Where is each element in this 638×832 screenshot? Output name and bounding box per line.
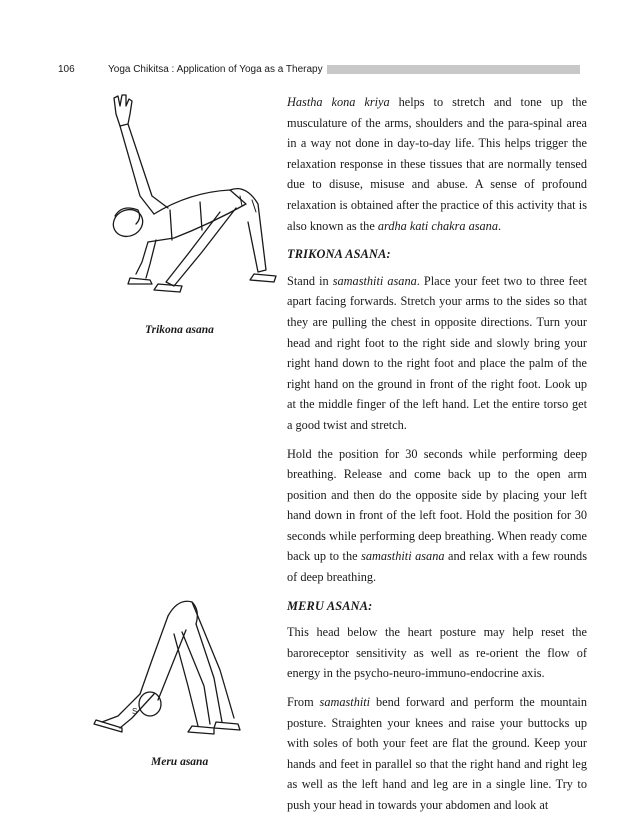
- text-run: Hold the position for 30 seconds while performing deep breathing. Release and come back up to the open arm position and then do the opposite side by placing your left hand down in front of the left foot. Hold the position for 30 seconds while performing deep breathing. When ready come back up to the: [287, 446, 587, 564]
- text-run: . Place your feet two to three feet apart facing forwards. Stretch your arms to the sides so that they are pulling the chest in opposite directions. Turn your head and right foot to the right side and slowly bring your right hand down to the right foot and place the palm of the right hand on the ground in front of the right foot. Look up at the middle finger of the left hand. Let the entire torso get a good twist and stretch.: [287, 273, 587, 432]
- body-text-column: [287, 92, 587, 824]
- term: ardha kati chakra asana: [377, 218, 498, 233]
- paragraph-trikona-2: [287, 444, 587, 588]
- header-rule: [327, 65, 580, 74]
- term: samasthiti: [319, 695, 371, 710]
- page-header: [58, 61, 580, 77]
- meru-caption: Meru asana: [151, 756, 209, 768]
- text-run: and relax with a few rounds of deep breathing.: [287, 549, 587, 585]
- figure-mark: S: [132, 707, 138, 716]
- heading-trikona-asana: TRIKONA ASANA:: [287, 247, 391, 262]
- paragraph-meru-2: [287, 692, 587, 816]
- paragraph-meru-1: This head below the heart posture may help reset the baroreceptor sensitivity as well as re-orient the flow of energy in the psycho-neuro-immuno-endocrine axis.: [287, 625, 587, 681]
- paragraph-hastha-kona: [287, 92, 587, 236]
- term: Hastha kona kriya: [287, 95, 390, 109]
- text-run: Stand in: [287, 273, 333, 288]
- paragraph-trikona-1: [287, 271, 587, 436]
- running-title: Yoga Chikitsa : Application of Yoga as a Therapy: [108, 63, 323, 75]
- text-run: .: [497, 218, 502, 233]
- term: samasthiti asana: [361, 549, 445, 564]
- text-run: bend forward and perform the mountain posture. Straighten your knees and raise your buttocks up with soles of both your feet are flat the ground. Keep your hands and feet in parallel so that the right hand and right leg as well as the left hand and leg are in a single line. Try to push your head in towards your abdomen and look at: [287, 695, 587, 812]
- term: samasthiti asana: [332, 273, 417, 288]
- heading-meru-asana: MERU ASANA:: [287, 598, 373, 613]
- page-number: 106: [58, 63, 75, 75]
- text-run: helps to stretch and tone up the musculature of the arms, shoulders and the para-spinal area in a way not done in day-to-day life. This helps trigger the relaxation response in these tissues that are normally tensed due to disuse, misuse and abuse. A sense of profound relaxation is obtained after the practice of this activity that is also known as the: [287, 95, 587, 233]
- text-run: From: [287, 695, 320, 710]
- trikona-asana-figure: [70, 92, 280, 332]
- trikona-caption: Trikona asana: [145, 324, 214, 336]
- meru-asana-figure: [88, 590, 268, 750]
